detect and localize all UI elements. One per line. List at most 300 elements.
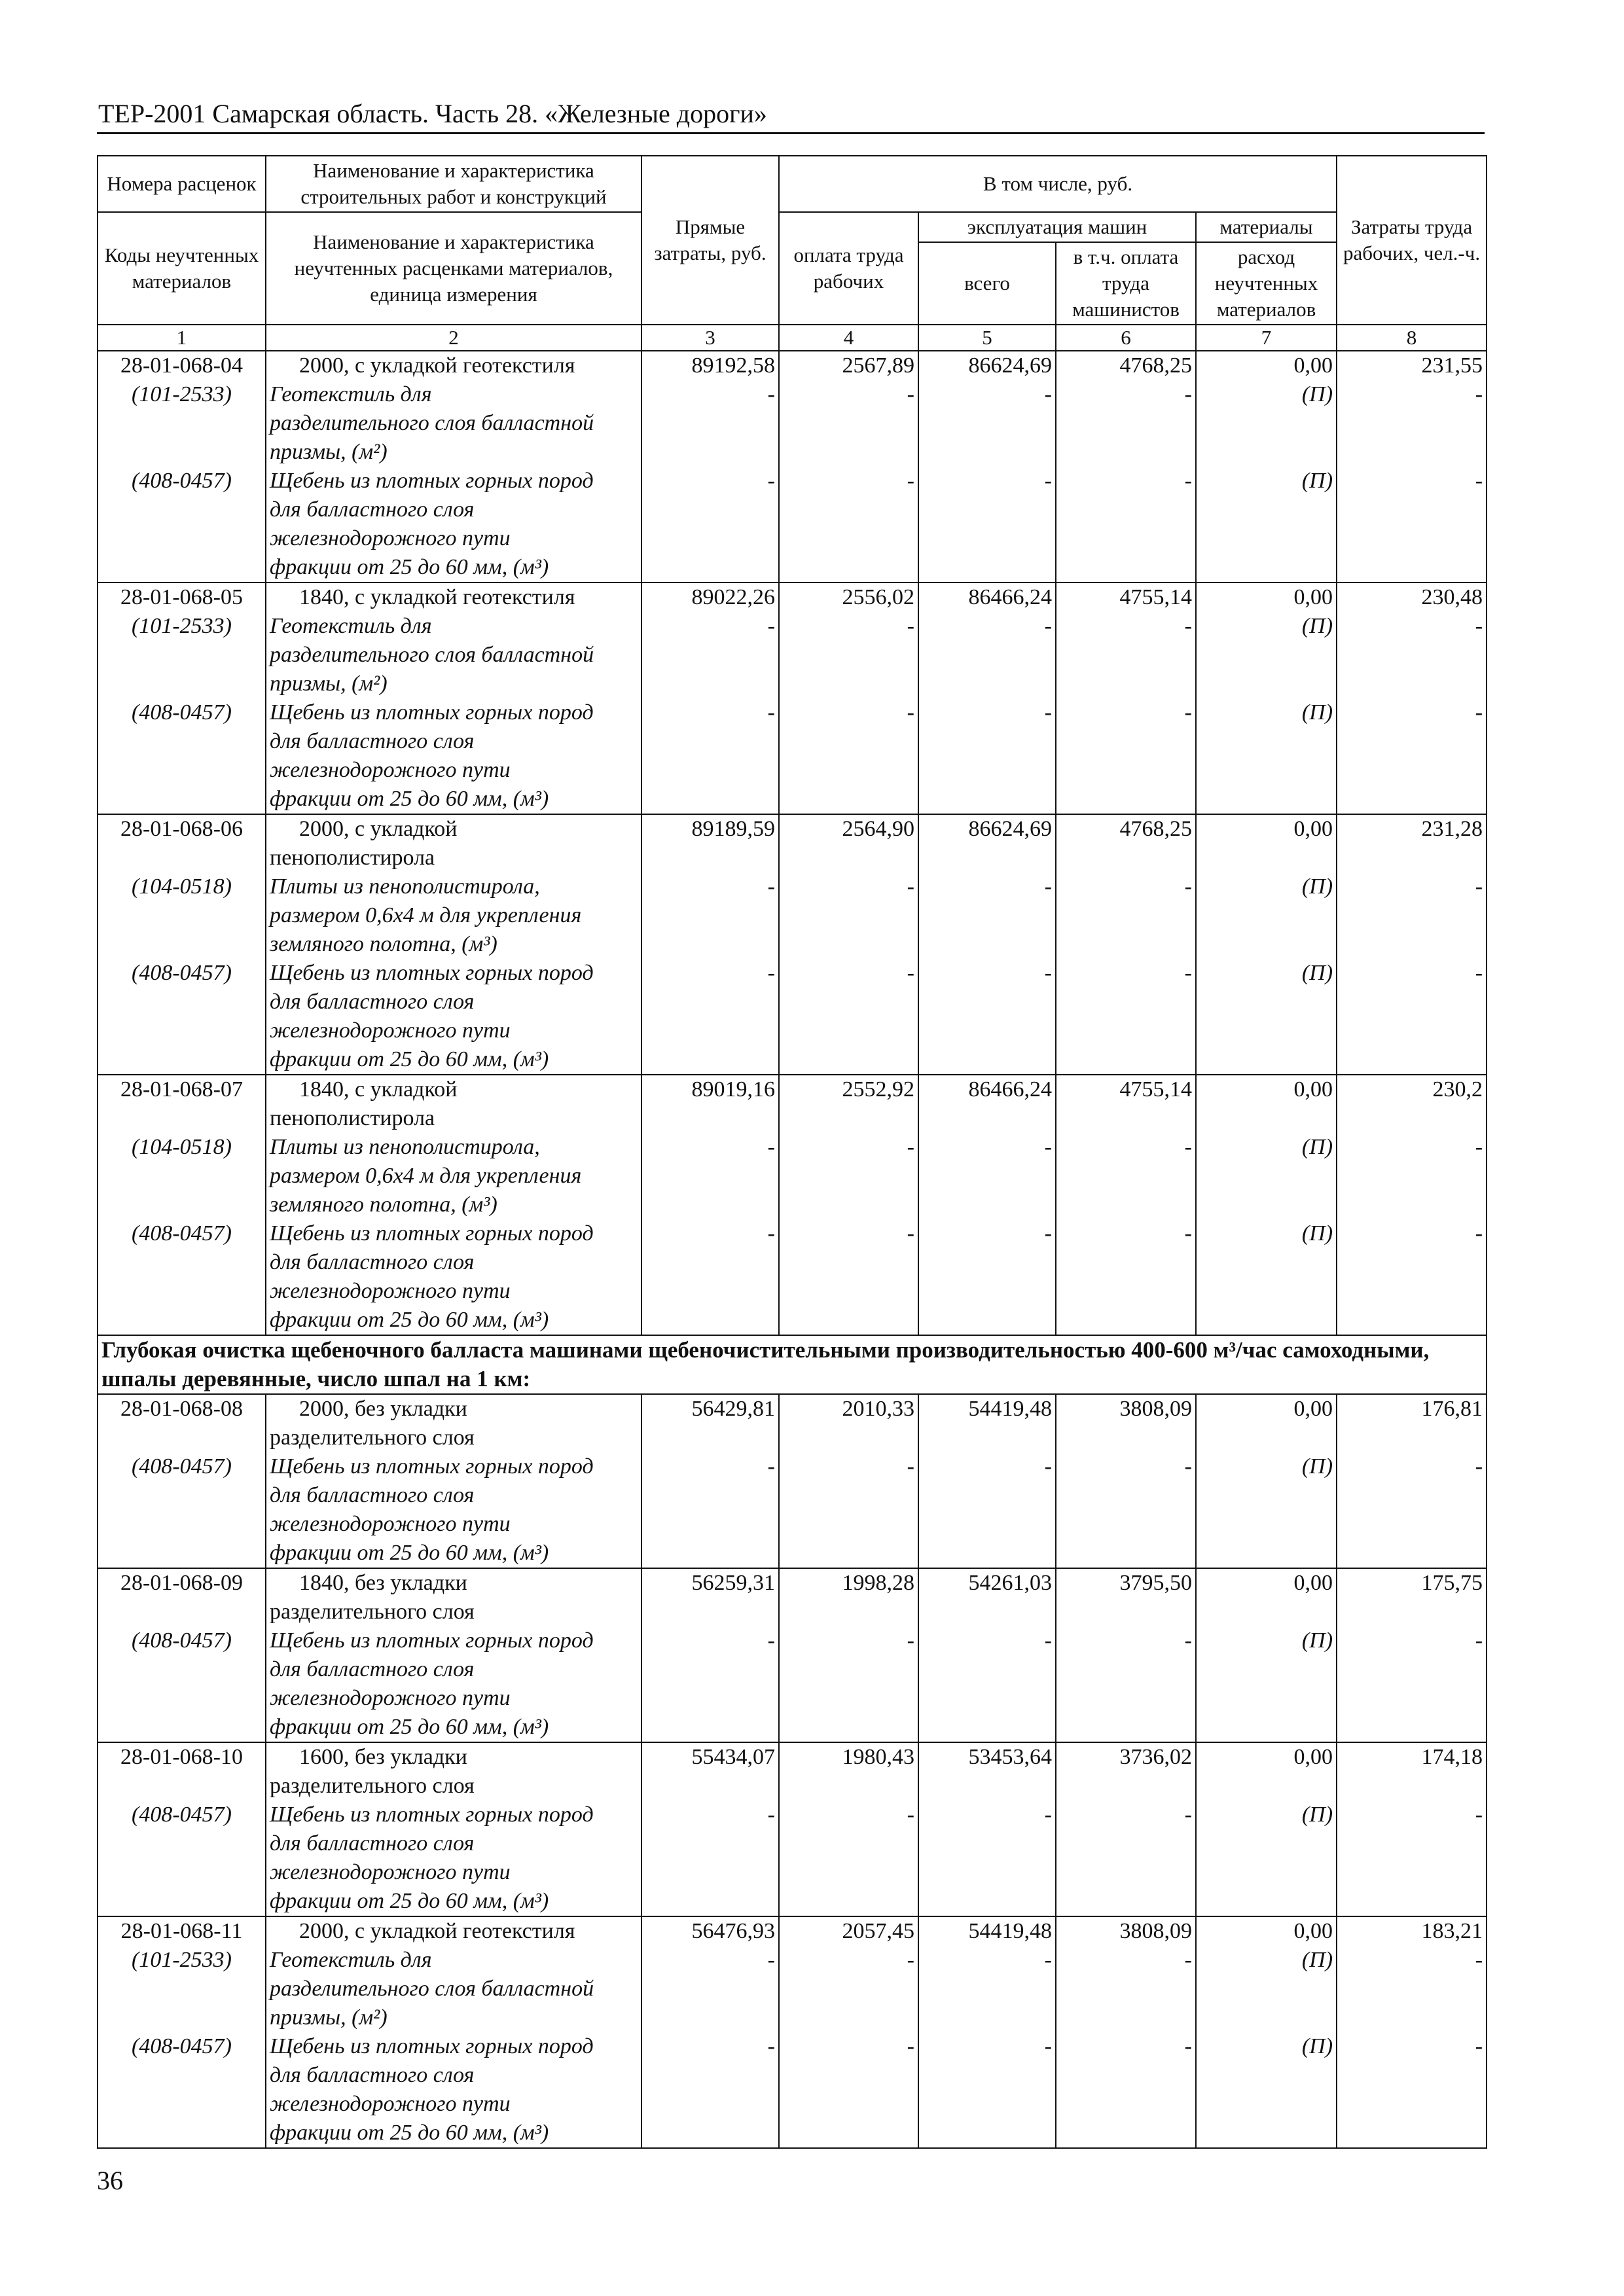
spacer xyxy=(1341,1191,1483,1219)
spacer xyxy=(783,1424,914,1452)
spacer xyxy=(1341,1713,1483,1742)
spacer xyxy=(783,756,914,785)
spacer xyxy=(922,1975,1052,2003)
material-name-line: Щебень из плотных горных пород xyxy=(270,1803,594,1827)
material-labor-hours: - xyxy=(1475,2034,1483,2058)
spacer xyxy=(645,1510,775,1539)
spacer xyxy=(1060,756,1192,785)
materials-cost-cell xyxy=(1196,1916,1337,2148)
spacer xyxy=(922,2090,1052,2119)
rate-name-continued: разделительного слоя xyxy=(270,1600,475,1624)
spacer xyxy=(101,553,262,582)
material-name-line: Щебень из плотных горных пород xyxy=(270,700,594,725)
spacer xyxy=(1200,438,1333,467)
spacer xyxy=(922,1424,1052,1452)
header-materials: материалы xyxy=(1196,212,1337,242)
labor-hours-cell xyxy=(1337,1394,1487,1568)
material-labor-pay: - xyxy=(907,874,914,899)
material-direct-cost: - xyxy=(767,700,775,725)
spacer xyxy=(783,1306,914,1335)
materials-cost-cell xyxy=(1196,1742,1337,1916)
material-labor-pay: - xyxy=(907,382,914,406)
spacer xyxy=(783,1248,914,1277)
spacer xyxy=(101,1191,262,1219)
spacer xyxy=(783,1045,914,1074)
spacer xyxy=(1341,1684,1483,1713)
labor-pay: 2010,33 xyxy=(842,1397,914,1421)
column-number: 4 xyxy=(779,325,918,351)
spacer xyxy=(101,438,262,467)
spacer xyxy=(1200,1104,1333,1133)
spacer xyxy=(783,1510,914,1539)
direct-cost: 56476,93 xyxy=(691,1919,775,1943)
rate-name-cell xyxy=(266,351,641,583)
material-machinists-pay: - xyxy=(1184,1135,1192,1159)
spacer xyxy=(1060,641,1192,670)
spacer xyxy=(1200,1016,1333,1045)
machinists-pay-cell xyxy=(1056,583,1196,814)
material-code: (408-0457) xyxy=(132,1454,232,1479)
machinists-pay-cell xyxy=(1056,1394,1196,1568)
material-name-line: Щебень из плотных горных пород xyxy=(270,1628,594,1653)
spacer xyxy=(645,901,775,930)
rate-name-cell xyxy=(266,1394,641,1568)
materials-cost-cell xyxy=(1196,1394,1337,1568)
material-labor-pay: - xyxy=(907,2034,914,2058)
spacer xyxy=(1060,1713,1192,1742)
spacer xyxy=(1200,1858,1333,1887)
spacer xyxy=(1341,930,1483,959)
spacer xyxy=(783,1713,914,1742)
material-materials-cost: (П) xyxy=(1301,614,1333,638)
spacer xyxy=(1060,785,1192,814)
spacer xyxy=(101,1713,262,1742)
spacer xyxy=(101,1772,262,1801)
direct-cost: 89022,26 xyxy=(691,585,775,609)
spacer xyxy=(922,438,1052,467)
spacer xyxy=(922,844,1052,872)
spacer xyxy=(1060,1104,1192,1133)
material-name-line: железнодорожного пути xyxy=(270,758,511,782)
spacer xyxy=(1341,1598,1483,1626)
spacer xyxy=(1200,1277,1333,1306)
spacer xyxy=(922,1510,1052,1539)
material-direct-cost: - xyxy=(767,1948,775,1972)
spacer xyxy=(1200,1424,1333,1452)
rate-code-cell xyxy=(98,1075,266,1335)
header-including: В том числе, руб. xyxy=(779,156,1337,212)
spacer xyxy=(1341,2061,1483,2090)
spacer xyxy=(783,1858,914,1887)
labor-hours-cell xyxy=(1337,583,1487,814)
labor-hours: 231,28 xyxy=(1421,817,1483,841)
material-materials-cost: (П) xyxy=(1301,469,1333,493)
materials-cost-cell xyxy=(1196,1568,1337,1742)
spacer xyxy=(645,2003,775,2032)
machinists-pay-cell xyxy=(1056,1075,1196,1335)
spacer xyxy=(1341,438,1483,467)
material-labor-pay: - xyxy=(907,700,914,725)
spacer xyxy=(783,1975,914,2003)
spacer xyxy=(1341,1045,1483,1074)
material-labor-hours: - xyxy=(1475,614,1483,638)
labor-hours-cell xyxy=(1337,1916,1487,2148)
page-header: ТЕР-2001 Самарская область. Часть 28. «Железные дороги» xyxy=(98,99,767,128)
spacer xyxy=(1341,2119,1483,2147)
spacer xyxy=(783,2119,914,2147)
material-labor-pay: - xyxy=(907,1948,914,1972)
machines-total: 54419,48 xyxy=(968,1919,1052,1943)
spacer xyxy=(1200,2090,1333,2119)
header-codes-top: Номера расценок xyxy=(98,156,266,212)
labor-hours: 174,18 xyxy=(1421,1745,1483,1769)
direct-cost: 89019,16 xyxy=(691,1077,775,1102)
rate-code: 28-01-068-10 xyxy=(120,1745,243,1769)
material-labor-pay: - xyxy=(907,1221,914,1246)
labor-pay-cell xyxy=(779,1568,918,1742)
rate-name: 1600, без укладки xyxy=(299,1745,467,1769)
spacer xyxy=(1060,1016,1192,1045)
spacer xyxy=(1200,495,1333,524)
spacer xyxy=(1341,524,1483,553)
material-machinists-pay: - xyxy=(1184,961,1192,985)
spacer xyxy=(1341,727,1483,756)
spacer xyxy=(645,930,775,959)
direct-cost-cell xyxy=(641,1916,779,2148)
rate-code: 28-01-068-06 xyxy=(120,817,243,841)
spacer xyxy=(645,727,775,756)
spacer xyxy=(922,1306,1052,1335)
spacer xyxy=(783,785,914,814)
material-name-line: для балластного слоя xyxy=(270,729,475,753)
material-name-line: фракции от 25 до 60 мм, (м³) xyxy=(270,787,549,811)
machines-total: 86466,24 xyxy=(968,585,1052,609)
material-labor-pay: - xyxy=(907,961,914,985)
spacer xyxy=(645,1829,775,1858)
rate-name: 2000, с укладкой геотекстиля xyxy=(299,1919,575,1943)
material-machines-total: - xyxy=(1044,1948,1052,1972)
header-machines-total: всего xyxy=(918,242,1056,325)
spacer xyxy=(1200,2061,1333,2090)
header-codes-bottom: Коды неучтенных материалов xyxy=(98,212,266,325)
spacer xyxy=(645,1248,775,1277)
spacer xyxy=(645,2119,775,2147)
material-machines-total: - xyxy=(1044,469,1052,493)
rate-code-cell xyxy=(98,583,266,814)
spacer xyxy=(783,2090,914,2119)
spacer xyxy=(783,524,914,553)
section-row xyxy=(98,1335,1487,1394)
material-name-line: Геотекстиль для xyxy=(270,614,432,638)
materials-cost-cell xyxy=(1196,351,1337,583)
spacer xyxy=(922,1598,1052,1626)
material-materials-cost: (П) xyxy=(1301,382,1333,406)
machines-total-cell xyxy=(918,1075,1056,1335)
material-direct-cost: - xyxy=(767,874,775,899)
labor-hours: 176,81 xyxy=(1421,1397,1483,1421)
spacer xyxy=(101,727,262,756)
spacer xyxy=(1060,901,1192,930)
spacer xyxy=(1200,1713,1333,1742)
rate-code: 28-01-068-09 xyxy=(120,1571,243,1595)
column-number: 2 xyxy=(266,325,641,351)
material-labor-hours: - xyxy=(1475,469,1483,493)
spacer xyxy=(922,1684,1052,1713)
material-labor-hours: - xyxy=(1475,700,1483,725)
spacer xyxy=(645,756,775,785)
material-name-line: Плиты из пенополистирола, xyxy=(270,874,540,899)
rate-row xyxy=(98,351,1487,583)
material-direct-cost: - xyxy=(767,1803,775,1827)
spacer xyxy=(922,930,1052,959)
spacer xyxy=(645,1481,775,1510)
machines-total-cell xyxy=(918,1394,1056,1568)
spacer xyxy=(101,2003,262,2032)
direct-cost-cell xyxy=(641,1742,779,1916)
rate-name: 2000, без укладки xyxy=(299,1397,467,1421)
material-labor-hours: - xyxy=(1475,961,1483,985)
spacer xyxy=(922,2061,1052,2090)
spacer xyxy=(783,2003,914,2032)
spacer xyxy=(1060,1045,1192,1074)
spacer xyxy=(783,495,914,524)
materials-cost: 0,00 xyxy=(1293,1397,1333,1421)
material-name-line: разделительного слоя балластной xyxy=(270,411,594,435)
spacer xyxy=(1200,1191,1333,1219)
material-name-line: фракции от 25 до 60 мм, (м³) xyxy=(270,1889,549,1913)
rate-code: 28-01-068-08 xyxy=(120,1397,243,1421)
material-labor-hours: - xyxy=(1475,1135,1483,1159)
spacer xyxy=(922,1655,1052,1684)
spacer xyxy=(101,1016,262,1045)
spacer xyxy=(783,1539,914,1568)
spacer xyxy=(1200,1481,1333,1510)
spacer xyxy=(783,2061,914,2090)
spacer xyxy=(101,901,262,930)
spacer xyxy=(101,2090,262,2119)
material-machines-total: - xyxy=(1044,2034,1052,2058)
machinists-pay: 4755,14 xyxy=(1119,585,1192,609)
material-name-line: фракции от 25 до 60 мм, (м³) xyxy=(270,2121,549,2145)
spacer xyxy=(101,1306,262,1335)
labor-pay: 1980,43 xyxy=(842,1745,914,1769)
spacer xyxy=(922,1829,1052,1858)
material-name-line: Щебень из плотных горных пород xyxy=(270,2034,594,2058)
machines-total-cell xyxy=(918,583,1056,814)
spacer xyxy=(1200,1248,1333,1277)
machinists-pay-cell xyxy=(1056,1568,1196,1742)
spacer xyxy=(922,2003,1052,2032)
material-code: (408-0457) xyxy=(132,469,232,493)
spacer xyxy=(645,2090,775,2119)
spacer xyxy=(1341,756,1483,785)
spacer xyxy=(1200,670,1333,698)
rates-table xyxy=(97,155,1487,2149)
material-machinists-pay: - xyxy=(1184,874,1192,899)
labor-hours-cell xyxy=(1337,1568,1487,1742)
labor-pay-cell xyxy=(779,1742,918,1916)
rate-row xyxy=(98,1742,1487,1916)
spacer xyxy=(645,1539,775,1568)
spacer xyxy=(645,1424,775,1452)
labor-hours: 230,48 xyxy=(1421,585,1483,609)
spacer xyxy=(101,844,262,872)
spacer xyxy=(1341,409,1483,438)
spacer xyxy=(645,553,775,582)
material-code: (101-2533) xyxy=(132,614,232,638)
spacer xyxy=(783,1162,914,1191)
spacer xyxy=(783,1655,914,1684)
material-name-line: Плиты из пенополистирола, xyxy=(270,1135,540,1159)
spacer xyxy=(1060,1162,1192,1191)
spacer xyxy=(645,1772,775,1801)
spacer xyxy=(101,2119,262,2147)
material-materials-cost: (П) xyxy=(1301,1803,1333,1827)
spacer xyxy=(1341,670,1483,698)
labor-pay: 2057,45 xyxy=(842,1919,914,1943)
labor-pay-cell xyxy=(779,583,918,814)
spacer xyxy=(101,1045,262,1074)
material-labor-hours: - xyxy=(1475,1803,1483,1827)
material-machines-total: - xyxy=(1044,874,1052,899)
spacer xyxy=(1060,1975,1192,2003)
spacer xyxy=(101,1684,262,1713)
spacer xyxy=(783,1277,914,1306)
spacer xyxy=(1341,1829,1483,1858)
rate-row xyxy=(98,814,1487,1075)
material-machinists-pay: - xyxy=(1184,382,1192,406)
labor-hours-cell xyxy=(1337,1075,1487,1335)
material-code: (408-0457) xyxy=(132,700,232,725)
rate-name-cell xyxy=(266,814,641,1075)
spacer xyxy=(645,1104,775,1133)
labor-pay: 1998,28 xyxy=(842,1571,914,1595)
material-machinists-pay: - xyxy=(1184,1221,1192,1246)
spacer xyxy=(1341,1772,1483,1801)
machines-total-cell xyxy=(918,1568,1056,1742)
spacer xyxy=(1060,2003,1192,2032)
material-machines-total: - xyxy=(1044,614,1052,638)
material-name-line: для балластного слоя xyxy=(270,497,475,522)
material-code: (408-0457) xyxy=(132,1628,232,1653)
material-machinists-pay: - xyxy=(1184,1803,1192,1827)
spacer xyxy=(1200,727,1333,756)
spacer xyxy=(1341,1248,1483,1277)
spacer xyxy=(1060,1684,1192,1713)
spacer xyxy=(1060,670,1192,698)
spacer xyxy=(645,1306,775,1335)
spacer xyxy=(1200,1162,1333,1191)
direct-cost-cell xyxy=(641,1568,779,1742)
material-name-line: призмы, (м²) xyxy=(270,2005,388,2030)
spacer xyxy=(1341,1858,1483,1887)
direct-cost: 55434,07 xyxy=(691,1745,775,1769)
labor-pay-cell xyxy=(779,1394,918,1568)
rate-name-cell xyxy=(266,1742,641,1916)
rate-code-cell xyxy=(98,814,266,1075)
spacer xyxy=(1341,844,1483,872)
spacer xyxy=(101,670,262,698)
spacer xyxy=(922,2119,1052,2147)
spacer xyxy=(922,1713,1052,1742)
direct-cost-cell xyxy=(641,814,779,1075)
spacer xyxy=(645,1191,775,1219)
machines-total: 86466,24 xyxy=(968,1077,1052,1102)
material-machines-total: - xyxy=(1044,1135,1052,1159)
material-code: (104-0518) xyxy=(132,874,232,899)
direct-cost-cell xyxy=(641,1394,779,1568)
labor-pay: 2556,02 xyxy=(842,585,914,609)
spacer xyxy=(1200,553,1333,582)
spacer xyxy=(783,1829,914,1858)
material-direct-cost: - xyxy=(767,469,775,493)
material-materials-cost: (П) xyxy=(1301,1628,1333,1653)
rate-code-cell xyxy=(98,1742,266,1916)
material-machines-total: - xyxy=(1044,1803,1052,1827)
rates-body xyxy=(98,351,1487,2148)
machines-total: 53453,64 xyxy=(968,1745,1052,1769)
spacer xyxy=(1341,1104,1483,1133)
spacer xyxy=(1341,1306,1483,1335)
material-name-line: для балластного слоя xyxy=(270,1831,475,1856)
spacer xyxy=(645,438,775,467)
direct-cost-cell xyxy=(641,351,779,583)
spacer xyxy=(783,670,914,698)
spacer xyxy=(1200,1772,1333,1801)
spacer xyxy=(922,1248,1052,1277)
spacer xyxy=(922,641,1052,670)
header-machinists-pay: в т.ч. оплата труда машинистов xyxy=(1056,242,1196,325)
spacer xyxy=(1341,1016,1483,1045)
spacer xyxy=(922,1045,1052,1074)
spacer xyxy=(101,1162,262,1191)
material-name-line: железнодорожного пути xyxy=(270,1686,511,1710)
spacer xyxy=(922,1887,1052,1916)
material-name-line: фракции от 25 до 60 мм, (м³) xyxy=(270,1715,549,1739)
labor-pay-cell xyxy=(779,1916,918,2148)
material-machinists-pay: - xyxy=(1184,614,1192,638)
rate-row xyxy=(98,1916,1487,2148)
machines-total: 54419,48 xyxy=(968,1397,1052,1421)
machinists-pay: 4768,25 xyxy=(1119,817,1192,841)
spacer xyxy=(645,1045,775,1074)
material-name-line: для балластного слоя xyxy=(270,1483,475,1507)
material-code: (408-0457) xyxy=(132,1803,232,1827)
spacer xyxy=(101,1277,262,1306)
spacer xyxy=(783,1191,914,1219)
spacer xyxy=(922,1277,1052,1306)
materials-cost: 0,00 xyxy=(1293,1919,1333,1943)
labor-hours: 183,21 xyxy=(1421,1919,1483,1943)
spacer xyxy=(101,1510,262,1539)
material-code: (408-0457) xyxy=(132,961,232,985)
labor-hours: 230,2 xyxy=(1432,1077,1483,1102)
spacer xyxy=(1060,930,1192,959)
spacer xyxy=(1341,1655,1483,1684)
material-name-line: для балластного слоя xyxy=(270,1250,475,1274)
material-labor-hours: - xyxy=(1475,1454,1483,1479)
header-labor-pay: оплата труда рабочих xyxy=(779,212,918,325)
spacer xyxy=(645,1016,775,1045)
rate-row xyxy=(98,1394,1487,1568)
spacer xyxy=(101,1829,262,1858)
machines-total: 86624,69 xyxy=(968,817,1052,841)
spacer xyxy=(101,2061,262,2090)
header-name-top: Наименование и характеристика строительных работ и конструкций xyxy=(266,156,641,212)
labor-pay-cell xyxy=(779,814,918,1075)
spacer xyxy=(645,988,775,1016)
material-machinists-pay: - xyxy=(1184,1948,1192,1972)
